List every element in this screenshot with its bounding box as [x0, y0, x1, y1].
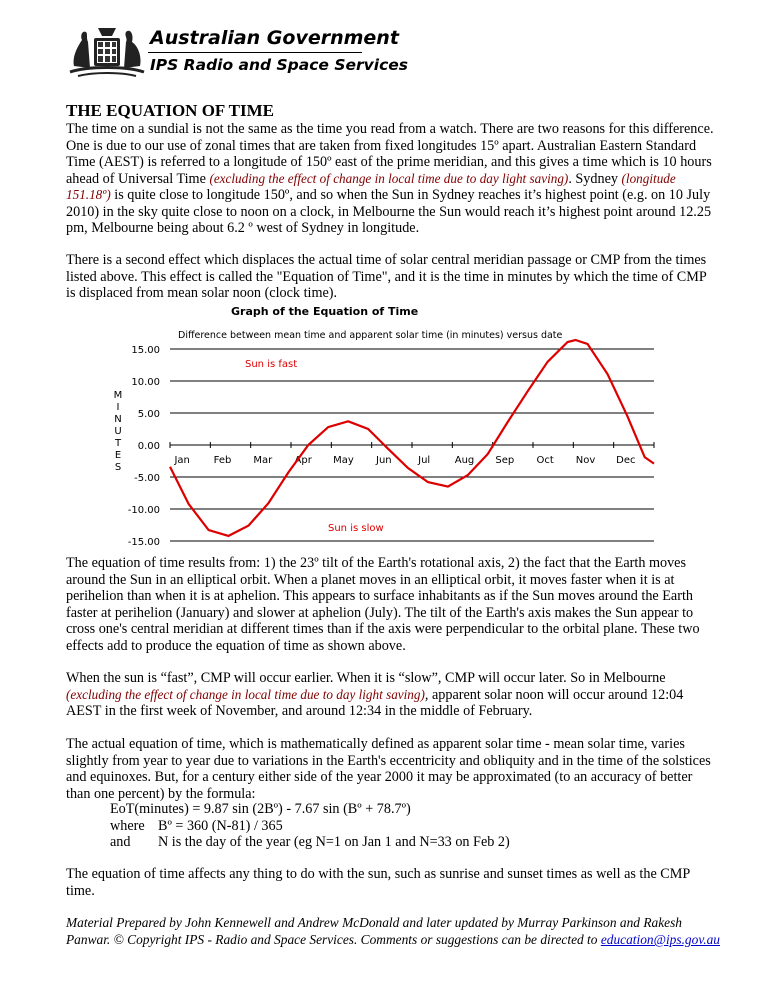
y-tick-label: 10.00 [131, 377, 160, 388]
fast-slow-text-c: , apparent solar noon will occur around 12:04 AEST in the first week of November, and around 12:34 in the middle of February. [66, 686, 684, 719]
formula-where-label: where [110, 818, 145, 834]
y-tick-label: -5.00 [134, 473, 160, 484]
x-tick-label: Apr [294, 455, 312, 466]
y-axis-label-letter: M [113, 390, 123, 401]
paragraph-intro [66, 121, 716, 237]
y-tick-label: 5.00 [137, 409, 160, 420]
paragraph-causes: The equation of time results from: 1) the 23º tilt of the Earth's rotational axis, 2) the fact that the Earth moves around the Sun in an elliptical orbit. When a planet moves in an elliptical orbit, it moves faster when it is at perihelion than when it is at aphelion. This appears to surface inhabitants as if the Sun moves around the Earth faster at perihelion (January) and slower at aphelion (July). The tilt of the Earth's axis makes the Sun appear to cross one's central meridian at different times than if the axis were perpendicular to the orbital plane. These two effects add to produce the equation of time as shown above. [66, 555, 700, 654]
formula-line-2: Bº = 360 (N-81) / 365 [158, 818, 283, 834]
x-tick-label: Sep [495, 455, 515, 466]
x-tick-label: Dec [616, 455, 636, 466]
formula-and-label: and [110, 834, 131, 850]
paragraph-fast-slow [66, 670, 716, 720]
y-tick-label: 15.00 [131, 345, 160, 356]
equation-of-time-chart [108, 318, 668, 548]
paragraph-definition: The actual equation of time, which is mathematically defined as apparent solar time - mean solar time, varies slightly from year to year due to variations in the Earth's eccentricity and obliquity and in the time of the solstices and equinoxes. But, for a century either side of the year 2000 it may be approximated (to an accuracy of better than one percent) by the formula: [66, 736, 711, 802]
y-axis-label-letter: S [114, 462, 122, 473]
x-tick-label: Nov [575, 455, 596, 466]
chart-title: Graph of the Equation of Time [231, 305, 419, 318]
x-tick-label: Jun [376, 455, 392, 466]
intro-note-dst: (excluding the effect of change in local time due to day light saving) [209, 170, 569, 186]
coat-of-arms-icon [68, 22, 146, 78]
y-axis-label-letter: E [114, 450, 122, 461]
paragraph-effects: The equation of time affects any thing to do with the sun, such as sunrise and sunset times as well as the CMP time. [66, 866, 690, 899]
footer-text: Material Prepared by John Kennewell and Andrew McDonald and later updated by Murray Parkinson and Rakesh Panwar. © Copyright IPS - Radio and Space Services. Comments or suggestions can be directed to [66, 915, 682, 947]
intro-text-a: The time on a sundial is not the same as the time you read from a watch. There are two reasons for this difference. One is due to our use of zonal times that are taken from fixed longitudes 15º apart. Australian Eastern Standard Time (AEST) is referred to a longitude of 150º east of the prime meridian, and this gives a time which is 10 hours ahead of Universal Time [66, 121, 714, 187]
paragraph-second-effect: There is a second effect which displaces the actual time of solar central meridian passage or CMP from the times listed above. This effect is called the "Equation of Time", and it is the time in minutes by which the time of CMP is displaced from mean solar noon (clock time). [66, 252, 707, 301]
y-tick-label: -15.00 [127, 537, 160, 548]
fast-slow-note-dst: (excluding the effect of change in local time due to day light saving) [66, 686, 425, 702]
x-tick-label: May [333, 455, 354, 466]
fast-slow-text-a: When the sun is “fast”, CMP will occur earlier. When it is “slow”, CMP will occur later. So in Melbourne [66, 670, 666, 686]
x-tick-label: Aug [454, 455, 475, 466]
org-subname: IPS Radio and Space Services [150, 56, 408, 74]
formula-line-1: EoT(minutes) = 9.87 sin (2Bº) - 7.67 sin (Bº + 78.7º) [110, 801, 411, 817]
footer-credits [66, 914, 726, 948]
x-tick-label: Jan [174, 455, 190, 466]
intro-text-e: is quite close to longitude 150º, and so when the Sun in Sydney reaches it’s highest point (e.g. on 10 July 2010) in the sky quite close to noon on a clock, in Melbourne the Sun would reach it’s highest point around 12.25 pm, Melbourne being about 6.2 º west of Sydney in longitude. [66, 187, 712, 236]
email-link[interactable]: education@ips.gov.au [600, 932, 721, 947]
annotation-sun-slow: Sun is slow [328, 523, 384, 534]
chart-subtitle: Difference between mean time and apparent solar time (in minutes) versus date [178, 330, 563, 341]
x-tick-label: Feb [213, 455, 232, 466]
formula-line-3: N is the day of the year (eg N=1 on Jan 1 and N=33 on Feb 2) [158, 834, 510, 850]
org-name: Australian Government [150, 27, 399, 49]
logo-divider [148, 52, 362, 53]
y-axis-label-letter: T [114, 438, 122, 449]
y-axis-label-letter: I [116, 402, 120, 413]
y-axis-label-letter: U [114, 426, 122, 437]
crest-logo [68, 22, 146, 78]
annotation-sun-fast: Sun is fast [245, 359, 298, 370]
y-axis-label-letter: N [114, 414, 122, 425]
x-tick-label: Mar [253, 455, 273, 466]
y-tick-label: -10.00 [127, 505, 160, 516]
x-tick-label: Jul [418, 455, 431, 466]
y-tick-label: 0.00 [137, 441, 160, 452]
intro-text-c: . Sydney [568, 170, 622, 187]
intro-note-longitude: (longitude 151.18º) [66, 170, 676, 202]
page-title: THE EQUATION OF TIME [66, 101, 274, 120]
x-tick-label: Oct [536, 455, 554, 466]
series-line [170, 340, 654, 536]
